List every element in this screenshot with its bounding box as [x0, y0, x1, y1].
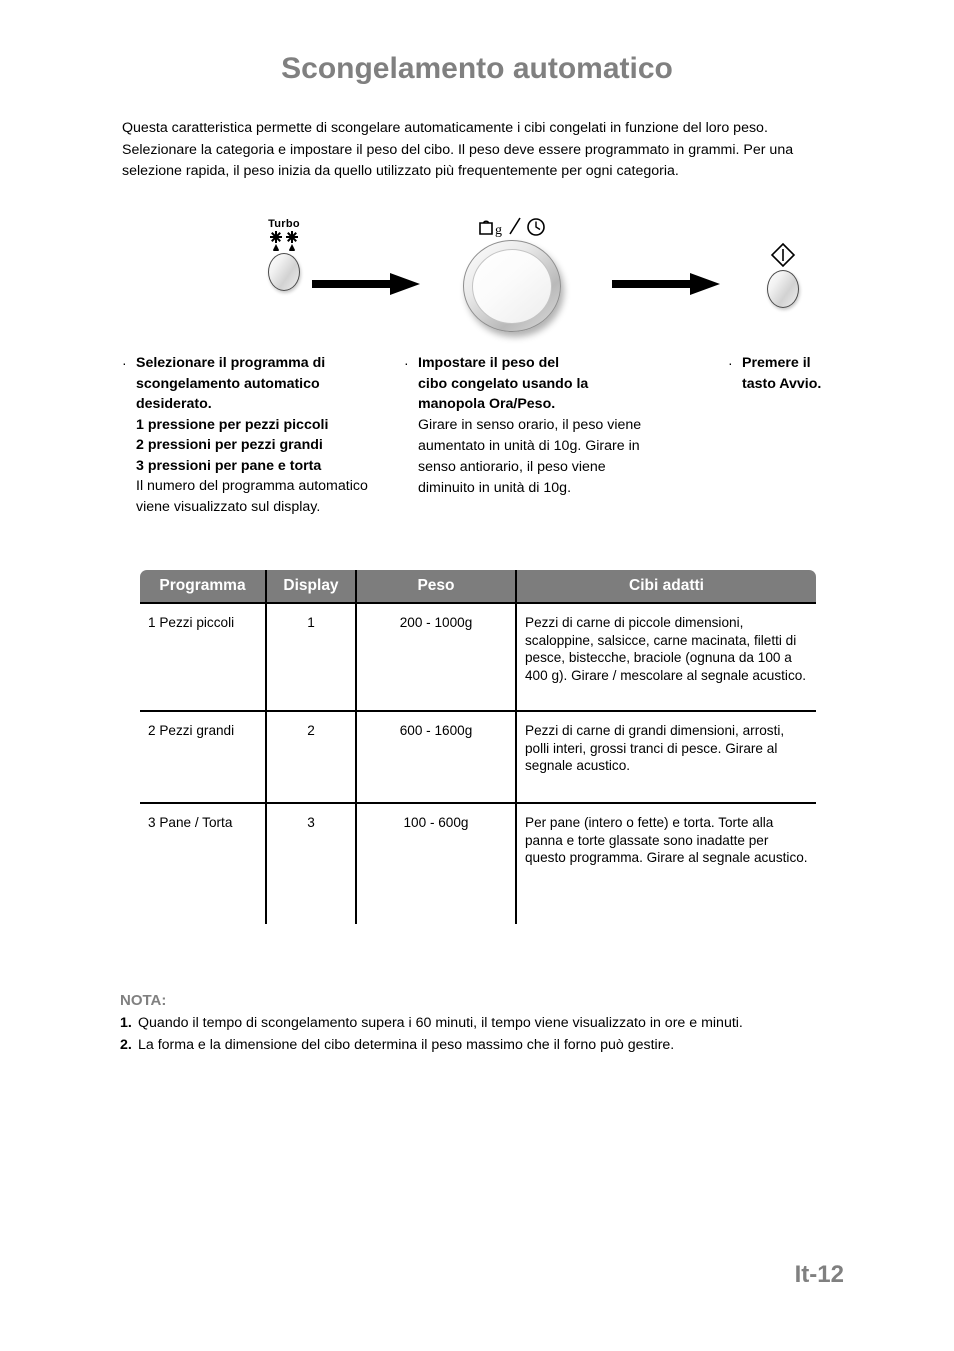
note-text: Quando il tempo di scongelamento supera i 60 minuti, il tempo viene visualizzato in ore e minuti. — [138, 1015, 743, 1031]
cell-peso: 600 - 1600g — [356, 711, 516, 803]
note-item — [120, 1013, 850, 1034]
step-bullet: · — [404, 355, 409, 371]
start-button[interactable] — [767, 270, 799, 308]
step1-strong-line-2: scongelamento automatico — [136, 375, 320, 392]
cell-peso: 100 - 600g — [356, 803, 516, 925]
column-header-programma: Programma — [139, 569, 266, 603]
cell-cibi-adatti: Pezzi di carne di piccole dimensioni, scaloppine, salsicce, carne macinata, filetti di pesce, bistecche, braciole (ognuna da 100 a 400 g). Girare / mescolare al segnale acustico. — [516, 603, 817, 711]
table-row — [139, 803, 817, 925]
turbo-label: Turbo — [268, 218, 300, 230]
time-weight-dial[interactable] — [463, 240, 561, 332]
step-set-weight — [404, 353, 654, 499]
step1-strong-line-1: Selezionare il programma di — [136, 355, 326, 371]
column-header-display: Display — [266, 569, 356, 603]
note-number: 1. — [120, 1015, 132, 1031]
step-select-program — [122, 353, 392, 518]
start-control — [748, 242, 818, 308]
cell-programma: 3 Pane / Torta — [139, 803, 266, 925]
note-item — [120, 1035, 850, 1056]
page-number: It-12 — [794, 1261, 844, 1288]
cell-display: 3 — [266, 803, 356, 925]
table-row — [139, 603, 817, 711]
snowflake-drop-icon — [244, 231, 324, 251]
note-number: 2. — [120, 1037, 132, 1053]
step2-strong-line-1: Impostare il peso del — [418, 355, 560, 371]
start-diamond-icon — [748, 242, 818, 268]
notes-title: NOTA: — [120, 992, 167, 1009]
step2-strong-line-3: manopola Ora/Peso. — [418, 396, 556, 412]
step-bullet: · — [728, 355, 733, 371]
note-text: La forma e la dimensione del cibo determina il peso massimo che il forno può gestire. — [138, 1037, 675, 1053]
arrow-right-1-icon — [312, 270, 420, 303]
svg-text:g: g — [495, 223, 502, 238]
step1-strong-line-6: 3 pressioni per pane e torta — [136, 457, 322, 474]
step-press-start — [728, 353, 928, 394]
step3-strong-line-1: Premere il — [742, 355, 811, 371]
turbo-defrost-button[interactable] — [268, 253, 300, 291]
cell-peso: 200 - 1000g — [356, 603, 516, 711]
control-sequence-diagram — [0, 218, 954, 348]
table-row — [139, 711, 817, 803]
step1-strong-line-5: 2 pressioni per pezzi grandi — [136, 437, 323, 453]
column-header-cibi-adatti: Cibi adatti — [516, 569, 817, 603]
step-bullet: · — [122, 355, 127, 371]
cell-cibi-adatti: Per pane (intero o fette) e torta. Torte alla panna e torte glassate sono inadatte per questo programma. Girare al segnale acustico. — [516, 803, 817, 925]
cell-programma: 2 Pezzi grandi — [139, 711, 266, 803]
arrow-right-2-icon — [612, 270, 720, 303]
step1-strong-line-4: 1 pressione per pezzi piccoli — [136, 416, 329, 433]
dial-inner-face — [472, 249, 552, 324]
step3-strong-line-2: tasto Avvio. — [742, 375, 822, 392]
step2-strong-line-2: cibo congelato usando la — [418, 375, 589, 392]
table-header-row — [139, 569, 817, 603]
cell-cibi-adatti: Pezzi di carne di grandi dimensioni, arrosti, polli interi, grossi tranci di pesce. Girare al segnale acustico. — [516, 711, 817, 803]
step2-description: Girare in senso orario, il peso viene aumentato in unità di 10g. Girare in senso antiorario, il peso viene diminuito in unità di 10g. — [418, 416, 642, 496]
column-header-peso: Peso — [356, 569, 516, 603]
cell-display: 1 — [266, 603, 356, 711]
time-weight-dial-control — [452, 214, 572, 332]
auto-defrost-program-table — [138, 568, 816, 926]
cell-programma: 1 Pezzi piccoli — [139, 603, 266, 711]
dial-label-group — [452, 214, 572, 238]
step1-description: Il numero del programma automatico viene visualizzato sul display. — [136, 478, 368, 515]
notes-section — [120, 992, 850, 1057]
step1-strong-line-3: desiderato. — [136, 396, 212, 412]
cell-display: 2 — [266, 711, 356, 803]
intro-paragraph: Questa caratteristica permette di scongelare automaticamente i cibi congelati in funzione del loro peso. Selezionare la categoria e impostare il peso del cibo. Il peso deve essere programmato in grammi. Per una selezione rapida, il peso inizia da quello utilizzato più frequentemente per ogni categoria. — [122, 120, 794, 179]
page-title: Scongelamento automatico — [281, 52, 673, 85]
